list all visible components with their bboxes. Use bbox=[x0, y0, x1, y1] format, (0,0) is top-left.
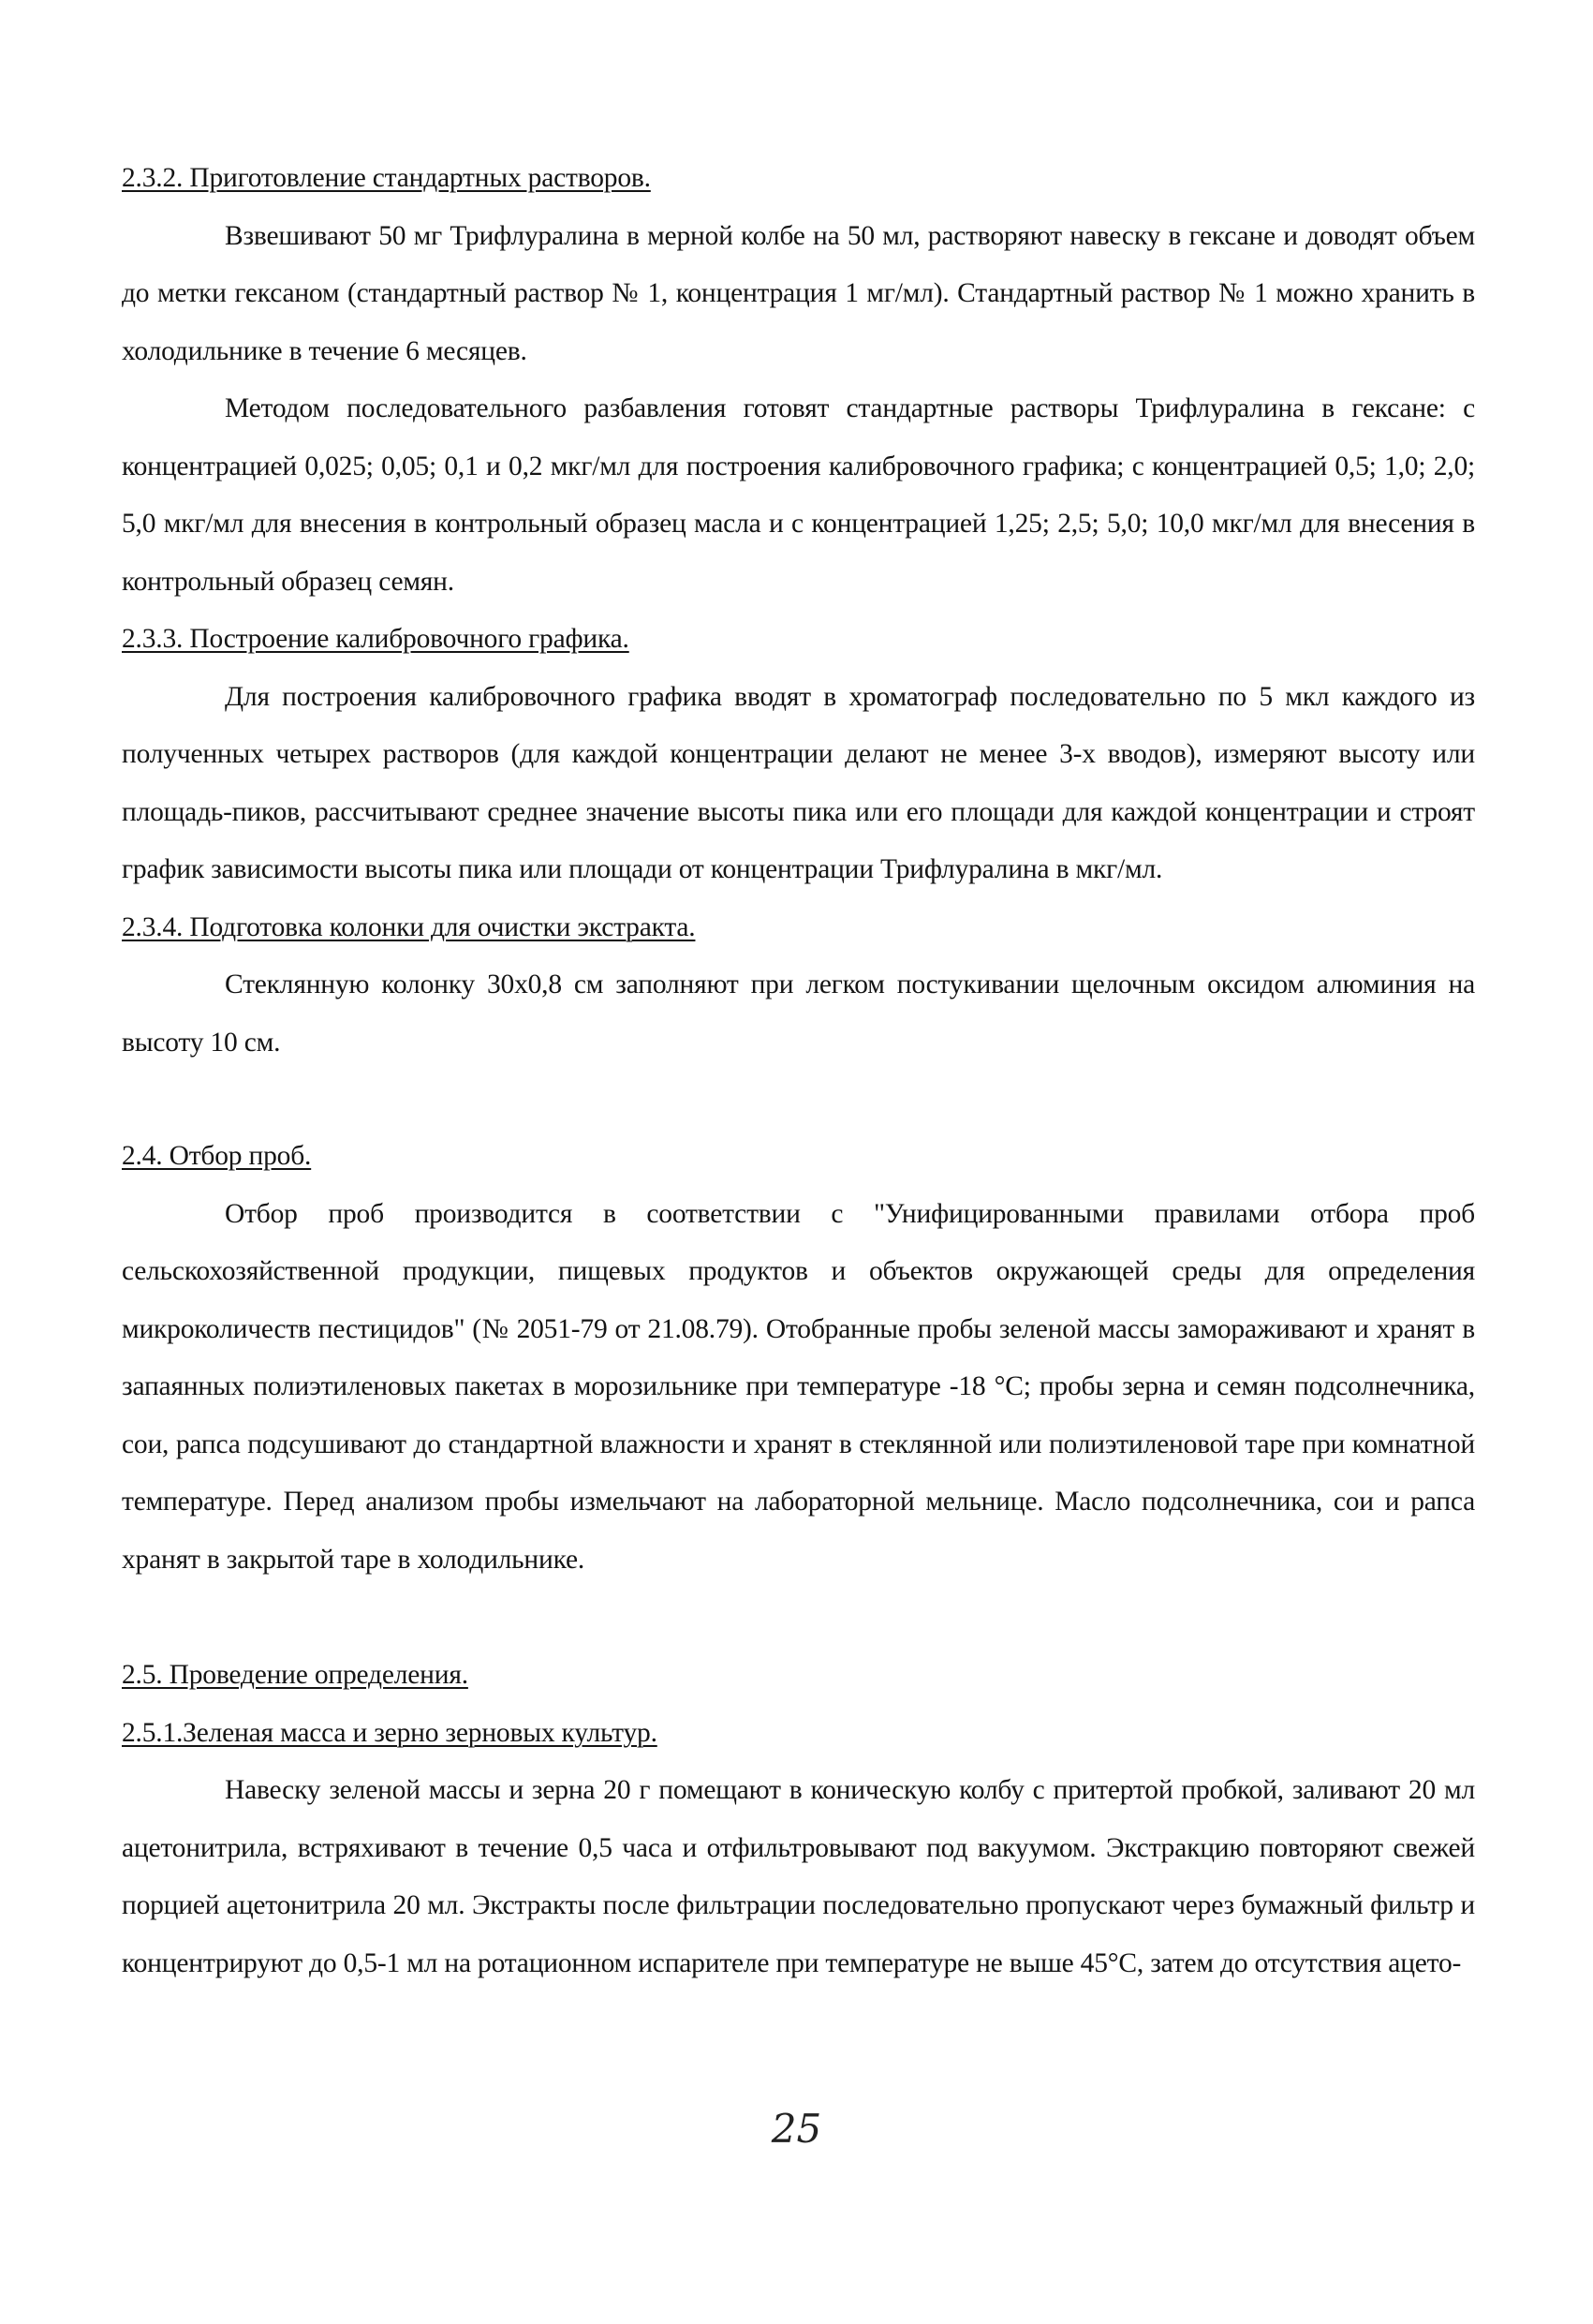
paragraph: Взвешивают 50 мг Трифлуралина в мерной колбе на 50 мл, растворяют навеску в гексане и доводят объем до метки гексаном (стандартный раствор № 1, концентрация 1 мг/мл). Стандартный раствор № 1 можно хранить в холодильнике в течение 6 месяцев. bbox=[122, 220, 1475, 366]
paragraph: Для построения калибровочного графика вводят в хроматограф последовательно по 5 мкл каждого из полученных четырех растворов (для каждой концентрации делают не менее 3-х вводов), измеряют высоту или площадь-пиков, рассчитывают среднее значение высоты пика или его площади для каждой концентрации и строят график зависимости высоты пика или площади от концентрации Трифлуралина в мкг/мл. bbox=[122, 681, 1475, 884]
section-heading-2-5: 2.5. Проведение определения. bbox=[122, 1660, 468, 1690]
page-content bbox=[122, 150, 1475, 1992]
paragraph: Отбор проб производится в соответствии с "Унифицированными правилами отбора проб сельскохозяйственной продукции, пищевых продуктов и объектов окружающей среды для определения микроколичеств пестицидов" (№ 2051-79 от 21.08.79). Отобранные пробы зеленой массы замораживают и хранят в запаянных полиэтиленовых пакетах в морозильнике при температуре -18 °С; пробы зерна и семян подсолнечника, сои, рапса подсушивают до стандартной влажности и хранят в стеклянной или полиэтиленовой таре при комнатной температуре. Перед анализом пробы измельчают на лабораторной мельнице. Масло подсолнечника, сои и рапса хранят в закрытой таре в холодильнике. bbox=[122, 1198, 1475, 1575]
paragraph: Навеску зеленой массы и зерна 20 г помещают в коническую колбу с притертой пробкой, заливают 20 мл ацетонитрила, встряхивают в течение 0,5 часа и отфильтровывают под вакуумом. Экстракцию повторяют свежей порцией ацетонитрила 20 мл. Экстракты после фильтрации последовательно пропускают через бумажный фильтр и концентрируют до 0,5-1 мл на ротационном испарителе при температуре не выше 45°С, затем до отсутствия ацето- bbox=[122, 1775, 1475, 1978]
paragraph: Методом последовательного разбавления готовят стандартные растворы Трифлуралина в гексане: с концентрацией 0,025; 0,05; 0,1 и 0,2 мкг/мл для построения калибровочного графика; с концентрацией 0,5; 1,0; 2,0; 5,0 мкг/мл для внесения в контрольный образец масла и с концентрацией 1,25; 2,5; 5,0; 10,0 мкг/мл для внесения в контрольный образец семян. bbox=[122, 393, 1475, 597]
section-subheading-2-5-1: 2.5.1.Зеленая масса и зерно зерновых культур. bbox=[122, 1717, 657, 1748]
section-heading-2-3-3: 2.3.3. Построение калибровочного графика. bbox=[122, 624, 629, 654]
spacer bbox=[122, 1589, 1475, 1647]
page-number: 25 bbox=[771, 2106, 822, 2152]
section-heading-2-4: 2.4. Отбор проб. bbox=[122, 1141, 312, 1171]
spacer bbox=[122, 1072, 1475, 1128]
paragraph: Стеклянную колонку 30х0,8 см заполняют при легком постукивании щелочным оксидом алюминия на высоту 10 см. bbox=[122, 970, 1475, 1058]
section-heading-2-3-2: 2.3.2. Приготовление стандартных растворов. bbox=[122, 163, 651, 193]
section-heading-2-3-4: 2.3.4. Подготовка колонки для очистки экстракта. bbox=[122, 911, 696, 942]
